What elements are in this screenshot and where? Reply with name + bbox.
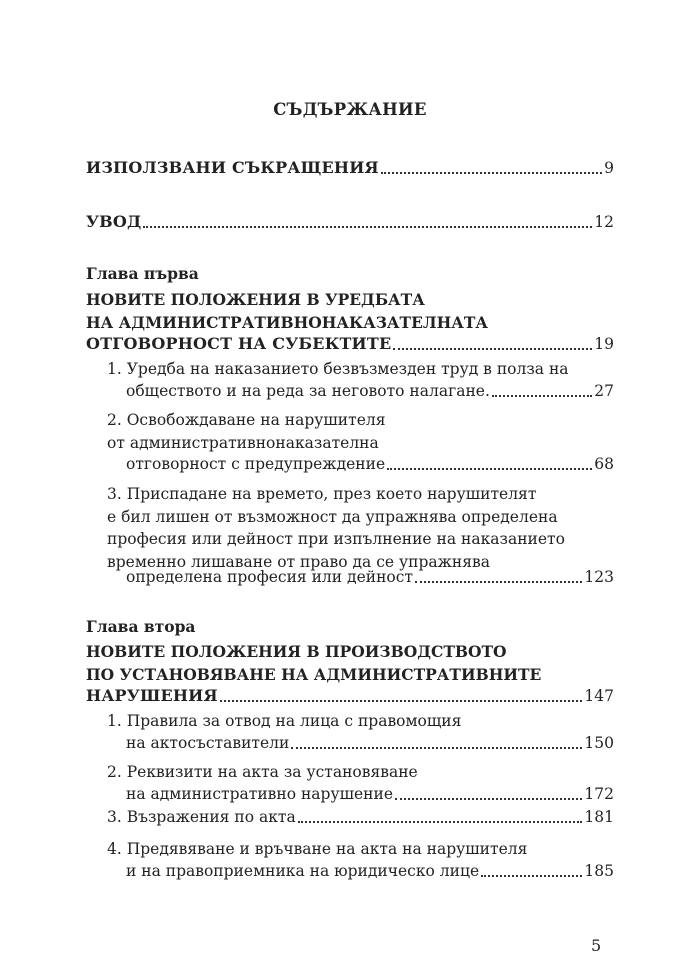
- toc-entry-section[interactable]: [126, 380, 614, 402]
- toc-page-number: 19: [594, 335, 614, 353]
- section-text: отговорност с предупреждение: [126, 455, 386, 473]
- chapter-heading-line: НА АДМИНИСТРАТИВНОНАКАЗАТЕЛНАТА: [86, 313, 489, 332]
- dot-leader: [393, 348, 592, 350]
- section-text: 3. Възражения по акта: [107, 808, 296, 826]
- toc-page-number: 68: [594, 455, 614, 473]
- page-title: СЪДЪРЖАНИЕ: [273, 100, 427, 119]
- toc-page-number: 27: [594, 382, 614, 400]
- toc-page-number: 9: [604, 159, 614, 177]
- section-text: и на правоприемника на юридическо лице: [126, 862, 480, 880]
- toc-page-number: 181: [584, 808, 614, 826]
- toc-entry-section[interactable]: [126, 566, 614, 588]
- dot-leader: [220, 700, 583, 702]
- toc-entry-section[interactable]: [126, 453, 614, 475]
- chapter-label: Глава първа: [86, 264, 199, 283]
- toc-entry-section[interactable]: [126, 783, 614, 805]
- toc-entry-section[interactable]: [107, 806, 614, 828]
- dot-leader: [143, 226, 592, 228]
- section-text: 1. Правила за отвод на лица с правомощия: [107, 712, 462, 730]
- dot-leader: [481, 875, 582, 877]
- section-text: 1. Уредба на наказанието безвъзмезден труд в полза на: [107, 360, 569, 378]
- toc-entry-chapter1[interactable]: [86, 333, 614, 355]
- dot-leader: [415, 581, 582, 583]
- chapter-heading-line: НОВИТЕ ПОЛОЖЕНИЯ В ПРОИЗВОДСТВОТО: [86, 642, 507, 661]
- section-text: 3. Приспадане на времето, през което нарушителят е бил лишен от възможност да упражнява определена професия или дейност при изпълнение на наказанието временно лишаване от право да се упражнява: [107, 485, 565, 571]
- chapter-heading-line: НОВИТЕ ПОЛОЖЕНИЯ В УРЕДБАТА: [86, 290, 425, 309]
- section-text: на административно нарушение: [126, 785, 394, 803]
- chapter-heading-line: ПО УСТАНОВЯВАНЕ НА АДМИНИСТРАТИВНИТЕ: [86, 665, 542, 684]
- toc-entry-text: УВОД: [86, 212, 142, 231]
- chapter-heading-line: НАРУШЕНИЯ: [86, 686, 218, 705]
- section-text: определена професия или дейност: [126, 568, 413, 586]
- dot-leader: [291, 747, 582, 749]
- dot-leader: [381, 172, 602, 174]
- toc-entry-chapter2[interactable]: [86, 685, 614, 707]
- section-text: 4. Предявяване и връчване на акта на нарушителя: [107, 840, 528, 858]
- section-text: на актосъставители: [126, 734, 290, 752]
- toc-page-number: 172: [584, 785, 614, 803]
- toc-entry-abbreviations[interactable]: [86, 157, 614, 179]
- chapter-label: Глава втора: [86, 617, 196, 636]
- dot-leader: [298, 821, 583, 823]
- toc-page-number: 150: [584, 734, 614, 752]
- section-text: обществото и на реда за неговото налагане.: [126, 382, 490, 400]
- toc-entry-section[interactable]: [126, 860, 614, 882]
- toc-page-number: 147: [584, 687, 614, 705]
- toc-page-number: 185: [584, 862, 614, 880]
- section-text: 2. Реквизити на акта за установяване: [107, 763, 418, 781]
- dot-leader: [492, 395, 592, 397]
- toc-entry-intro[interactable]: [86, 211, 614, 233]
- toc-entry-text: ИЗПОЛЗВАНИ СЪКРАЩЕНИЯ: [86, 158, 379, 177]
- page-number: 5: [591, 936, 602, 955]
- section-text: 2. Освобождаване на нарушителя от административнонаказателна: [107, 411, 386, 452]
- chapter-heading-line: ОТГОВОРНОСТ НА СУБЕКТИТЕ: [86, 334, 392, 353]
- dot-leader: [387, 468, 592, 470]
- toc-page-number: 12: [594, 213, 614, 231]
- toc-page-number: 123: [584, 568, 614, 586]
- dot-leader: [395, 798, 582, 800]
- toc-entry-section[interactable]: [126, 732, 614, 754]
